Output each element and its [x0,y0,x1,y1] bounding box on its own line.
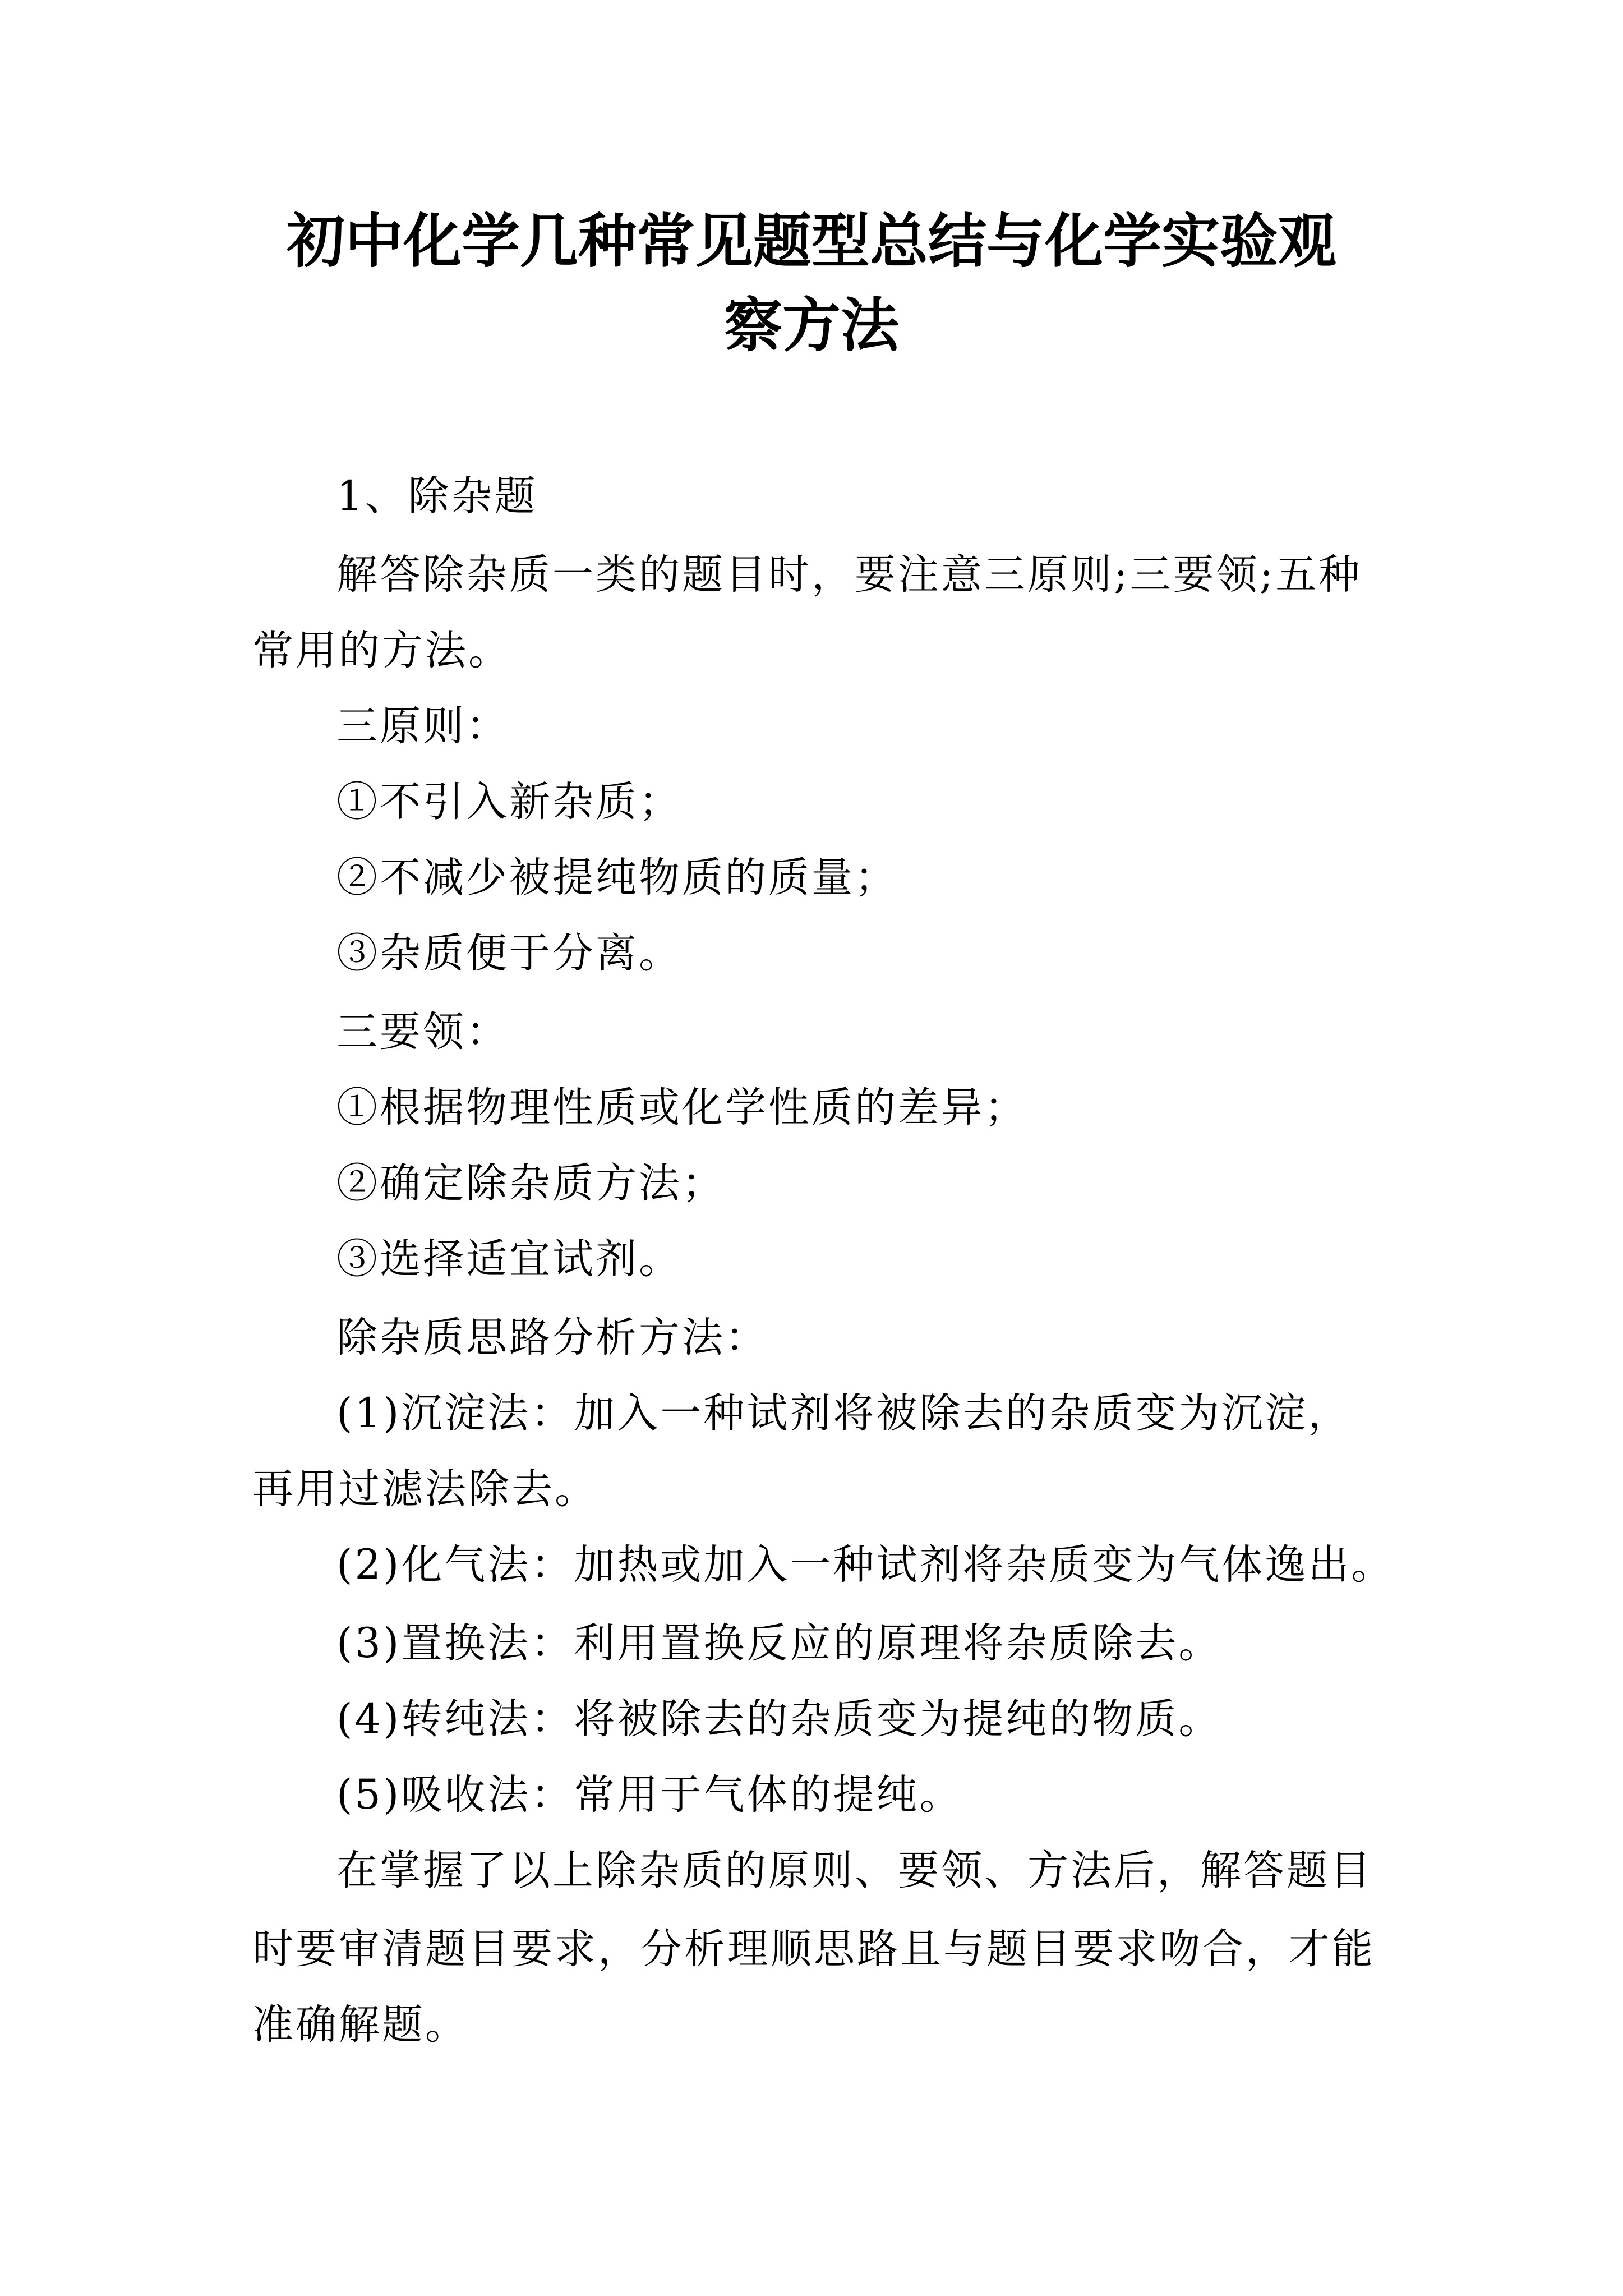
section-heading-1: 1、除杂题 [336,472,538,520]
subheading: 除杂质思路分析方法： [336,1314,768,1361]
document-title-line-2: 察方法 [723,291,899,360]
paragraph-line: 解答除杂质一类的题目时，要注意三原则;三要领;五种 [336,551,1362,599]
paragraph-line: 在掌握了以上除杂质的原则、要领、方法后，解答题目 [336,1847,1373,1894]
subheading: 三要领： [336,1008,509,1056]
list-item: ③选择适宜试剂。 [336,1235,682,1283]
subheading: 三原则： [336,702,509,750]
paragraph-line: 时要审清题目要求，分析理顺思路且与题目要求吻合，才能 [252,1925,1375,1973]
list-item: ②不减少被提纯物质的质量； [336,854,898,901]
method-item: (3)置换法：利用置换反应的原理将杂质除去。 [336,1619,1222,1667]
method-item: (2)化气法：加热或加入一种试剂将杂质变为气体逸出。 [336,1541,1395,1589]
list-item: ②确定除杂质方法； [336,1159,725,1207]
paragraph-line: 常用的方法。 [252,627,511,674]
paragraph-line: 准确解题。 [252,2001,468,2049]
method-item: (5)吸收法：常用于气体的提纯。 [336,1771,963,1819]
method-item: (4)转纯法：将被除去的杂质变为提纯的物质。 [336,1695,1222,1743]
method-item: (1)沉淀法：加入一种试剂将被除去的杂质变为沉淀， [336,1389,1352,1437]
list-item: ①根据物理性质或化学性质的差异； [336,1084,1027,1131]
list-item: ③杂质便于分离。 [336,930,682,977]
method-item-cont: 再用过滤法除去。 [252,1465,598,1513]
document-title-line-1: 初中化学几种常见题型总结与化学实验观 [286,207,1336,275]
list-item: ①不引入新杂质； [336,778,682,826]
